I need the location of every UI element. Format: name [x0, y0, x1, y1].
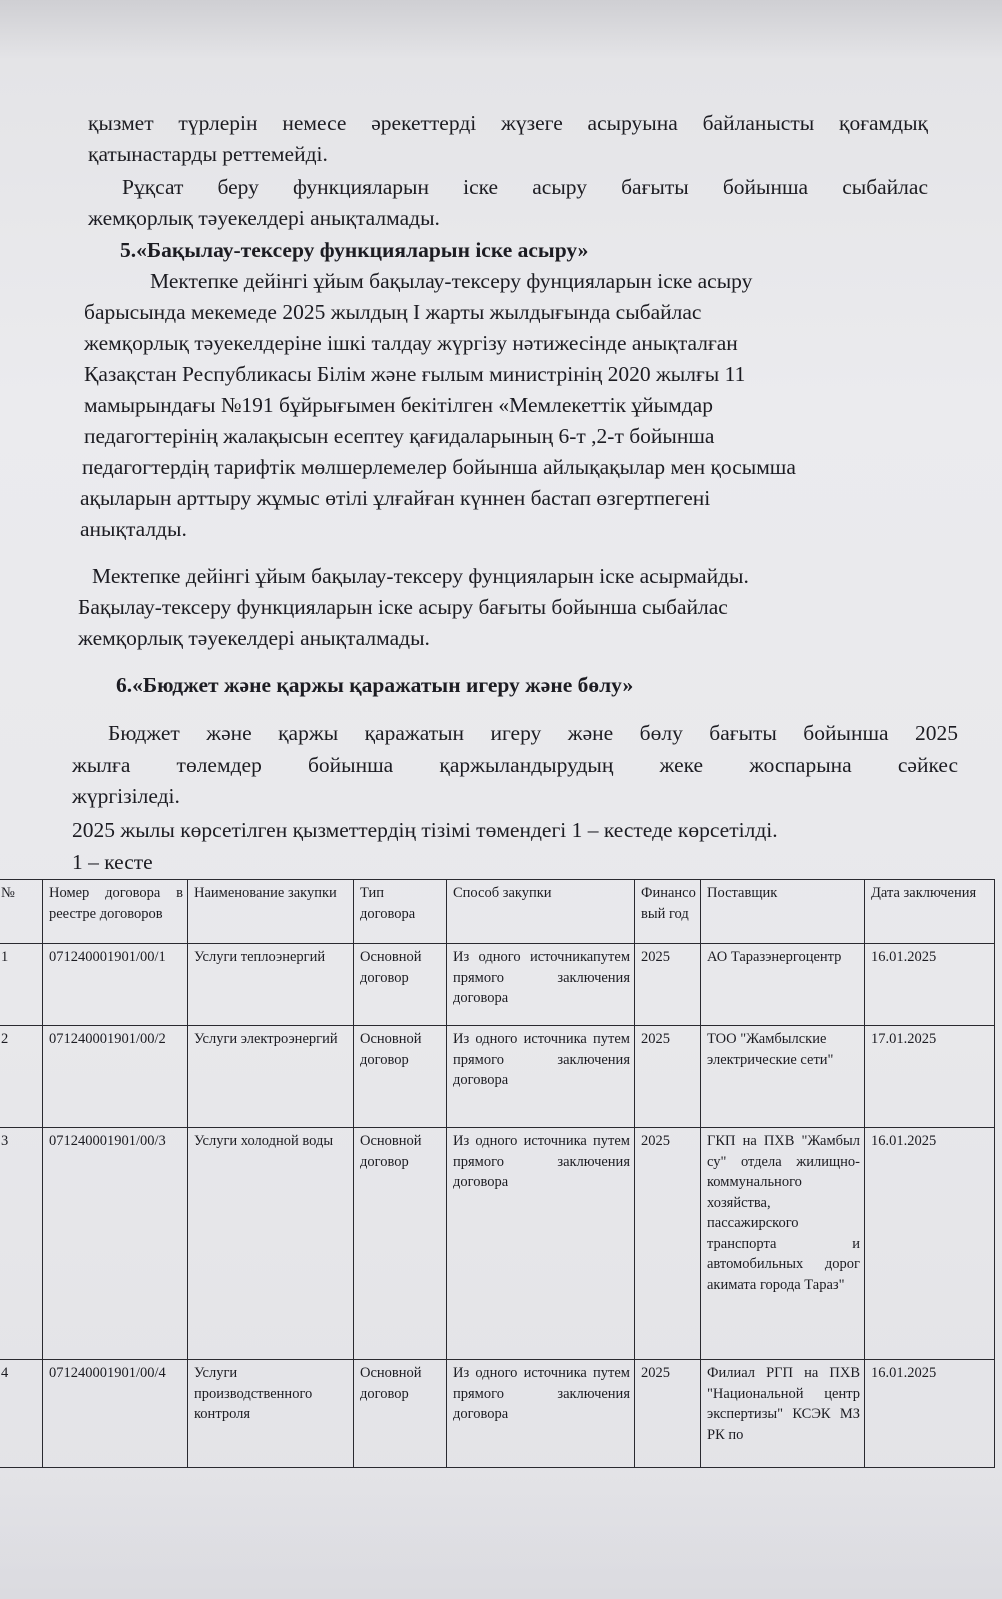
- cell-supplier: ТОО "Жамбылские электрические сети": [701, 1026, 865, 1128]
- cell-date: 16.01.2025: [865, 944, 995, 1026]
- cell-supplier: АО Таразэнергоцентр: [701, 944, 865, 1026]
- table-row: [0, 944, 995, 1026]
- text-line: Рұқсат беру функцияларын іске асыру бағыты бойынша сыбайлас: [122, 175, 928, 199]
- cell-method: Из одного источника путем прямого заключения договора: [447, 1026, 635, 1128]
- cell-name: Услуги теплоэнергий: [188, 944, 354, 1026]
- cell-date: 17.01.2025: [865, 1026, 995, 1128]
- text-line: Бюджет және қаржы қаражатын игеру және бөлу бағыты бойынша 2025: [108, 721, 958, 745]
- cell-method: Из одного источника путем прямого заключения договора: [447, 1128, 635, 1360]
- cell-date: 16.01.2025: [865, 1360, 995, 1468]
- cell-name: Услуги холодной воды: [188, 1128, 354, 1360]
- cell-supplier: Филиал РГП на ПХВ "Национальной центр экспертизы" КСЭК МЗ РК по: [701, 1360, 865, 1468]
- cell-supplier: ГКП на ПХВ "Жамбыл су" отдела жилищно-коммунального хозяйства, пассажирского транспорта и автомобильных дорог акимата города Тараз": [701, 1128, 865, 1360]
- header-num: №: [0, 880, 43, 944]
- table-caption: 1 – кесте: [72, 850, 153, 874]
- cell-method: Из одного источника путем прямого заключения договора: [447, 1360, 635, 1468]
- page-shadow: [0, 1470, 1002, 1599]
- text-line: жүргізіледі.: [72, 784, 180, 808]
- cell-contract: 071240001901/00/2: [43, 1026, 188, 1128]
- text-line: жемқорлық тәуекелдері анықталмады.: [88, 206, 440, 230]
- text-line: Бақылау-тексеру функцияларын іске асыру бағыты бойынша сыбайлас: [78, 595, 728, 619]
- text-line: ақыларын арттыру жұмыс өтілі ұлғайған күннен бастап өзгертпегені: [80, 486, 711, 510]
- text-line: барысында мекемеде 2025 жылдың І жарты жылдығында сыбайлас: [84, 300, 702, 324]
- cell-year: 2025: [635, 944, 701, 1026]
- cell-type: Основной договор: [354, 1026, 447, 1128]
- table-row: [0, 1128, 995, 1360]
- header-type: Тип договора: [354, 880, 447, 944]
- cell-num: 3: [0, 1128, 43, 1360]
- cell-num: 2: [0, 1026, 43, 1128]
- cell-year: 2025: [635, 1128, 701, 1360]
- cell-contract: 071240001901/00/4: [43, 1360, 188, 1468]
- cell-year: 2025: [635, 1360, 701, 1468]
- text-line: Қазақстан Республикасы Білім және ғылым министрінің 2020 жылғы 11: [84, 362, 746, 386]
- cell-type: Основной договор: [354, 1360, 447, 1468]
- text-line: Мектепке дейінгі ұйым бақылау-тексеру фунцияларын іске асырмайды.: [92, 564, 749, 588]
- cell-type: Основной договор: [354, 1128, 447, 1360]
- cell-num: 4: [0, 1360, 43, 1468]
- cell-date: 16.01.2025: [865, 1128, 995, 1360]
- text-line: педагогтердің тарифтік мөлшерлемелер бойынша айлықақылар мен қосымша: [82, 455, 796, 479]
- header-supplier: Поставщик: [701, 880, 865, 944]
- table-row: [0, 1360, 995, 1468]
- procurement-table: [0, 879, 995, 1468]
- text-line: жемқорлық тәуекелдеріне ішкі талдау жүргізу нәтижесінде анықталған: [84, 331, 738, 355]
- section-heading-6: 6.«Бюджет және қаржы қаражатын игеру және бөлу»: [116, 673, 634, 697]
- text-line: жемқорлық тәуекелдері анықталмады.: [78, 626, 430, 650]
- cell-name: Услуги электроэнергий: [188, 1026, 354, 1128]
- table-header-row: [0, 880, 995, 944]
- cell-type: Основной договор: [354, 944, 447, 1026]
- cell-name: Услуги производственного контроля: [188, 1360, 354, 1468]
- cell-num: 1: [0, 944, 43, 1026]
- text-line: қызмет түрлерін немесе әрекеттерді жүзеге асыруына байланысты қоғамдық: [88, 111, 928, 135]
- cell-contract: 071240001901/00/1: [43, 944, 188, 1026]
- header-contract: Номер договора в реестре договоров: [43, 880, 188, 944]
- text-line: жылға төлемдер бойынша қаржыландырудың жеке жоспарына сәйкес: [72, 753, 958, 777]
- text-line: 2025 жылы көрсетілген қызметтердің тізімі төмендегі 1 – кестеде көрсетілді.: [72, 818, 778, 842]
- cell-method: Из одного источникапутем прямого заключения договора: [447, 944, 635, 1026]
- text-line: қатынастарды реттемейді.: [88, 142, 328, 166]
- table-row: [0, 1026, 995, 1128]
- text-line: Мектепке дейінгі ұйым бақылау-тексеру фунцияларын іске асыру: [150, 269, 753, 293]
- section-heading-5: 5.«Бақылау-тексеру функцияларын іске асыру»: [120, 238, 589, 262]
- cell-year: 2025: [635, 1026, 701, 1128]
- header-date: Дата заключения: [865, 880, 995, 944]
- text-line: педагогтерінің жалақысын есептеу қағидаларының 6-т ,2-т бойынша: [84, 424, 715, 448]
- header-name: Наименование закупки: [188, 880, 354, 944]
- header-method: Способ закупки: [447, 880, 635, 944]
- header-year: Финансовый год: [635, 880, 701, 944]
- text-line: анықталды.: [80, 517, 187, 541]
- cell-contract: 071240001901/00/3: [43, 1128, 188, 1360]
- text-line: мамырындағы №191 бұйрығымен бекітілген «Мемлекеттік ұйымдар: [84, 393, 713, 417]
